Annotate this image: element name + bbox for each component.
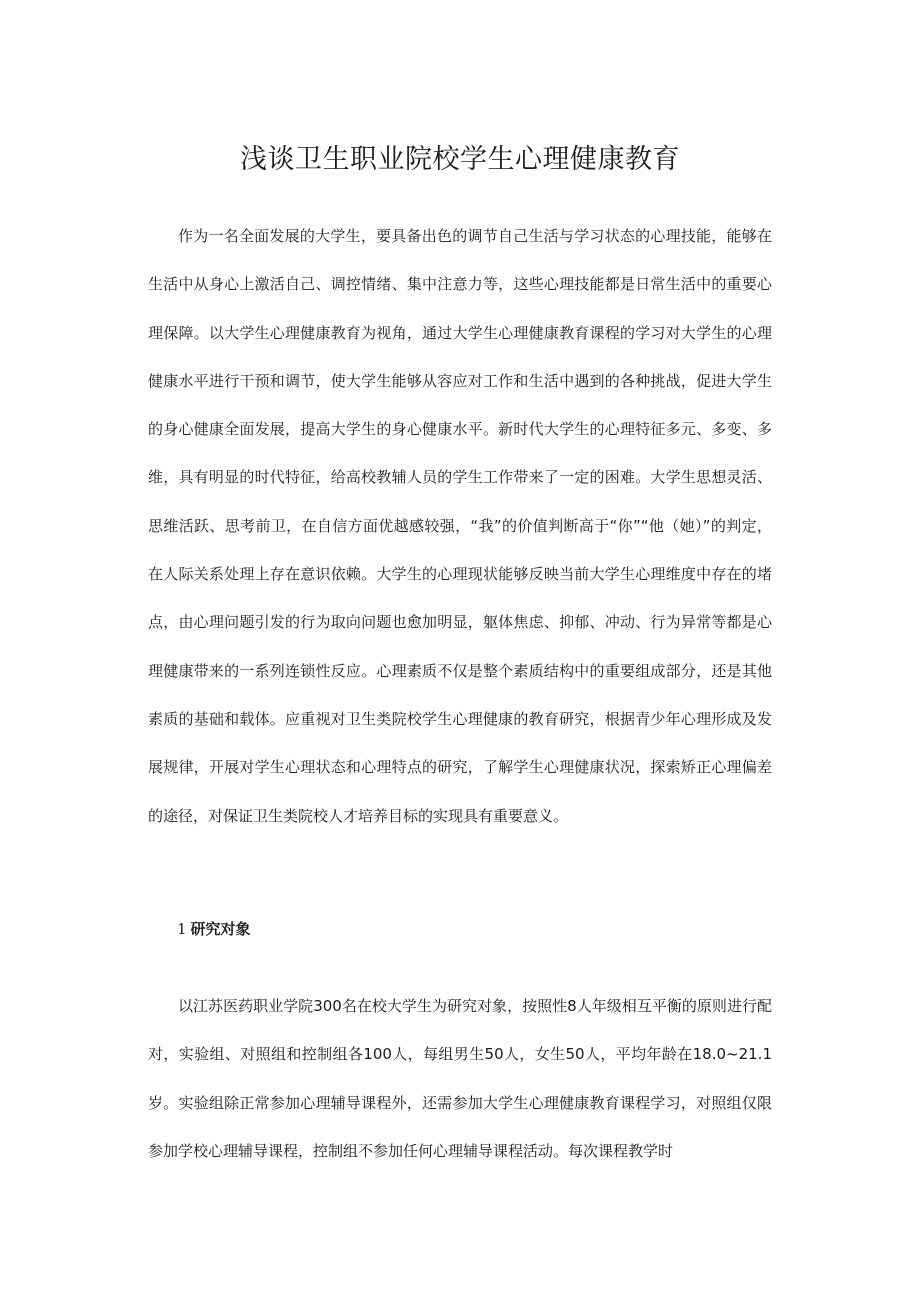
intro-paragraph: 作为一名全面发展的大学生，要具备出色的调节自己生活与学习状态的心理技能，能够在生活中从身心上激活自己、调控情绪、集中注意力等，这些心理技能都是日常生活中的重要心理保障。以大学生心理健康教育为视角，通过大学生心理健康教育课程的学习对大学生的心理健康水平进行干预和调节，使大学生能够从容应对工作和生活中遇到的各种挑战，促进大学生的身心健康全面发展，提高大学生的身心健康水平。新时代大学生的心理特征多元、多变、多维，具有明显的时代特征，给高校教辅人员的学生工作带来了一定的困难。大学生思想灵活、思维活跃、思考前卫，在自信方面优越感较强，“我”的价值判断高于“你”“他（她）”的判定，在人际关系处理上存在意识依赖。大学生的心理现状能够反映当前大学生心理维度中存在的堵点，由心理问题引发的行为取向问题也愈加明显，躯体焦虑、抑郁、冲动、行为异常等都是心理健康带来的一系列连锁性反应。心理素质不仅是整个素质结构中的重要组成部分，还是其他素质的基础和载体。应重视对卫生类院校学生心理健康的教育研究，根据青少年心理形成及发展规律，开展对学生心理状态和心理特点的研究，了解学生心理健康状况，探索矫正心理偏差的途径，对保证卫生类院校人才培养目标的实现具有重要意义。 (148, 227, 772, 825)
section-paragraph: 以江苏医药职业学院300名在校大学生为研究对象，按照性8人年级相互平衡的原则进行配对，实验组、对照组和控制组各100人，每组男生50人，女生50人，平均年龄在18.0~21.1岁。实验组除正常参加心理辅导课程外，还需参加大学生心理健康教育课程学习，对照组仅限参加学校心理辅导课程，控制组不参加任何心理辅导课程活动。每次课程教学时 (148, 997, 772, 1160)
section-heading (177, 914, 251, 944)
section-title: 研究对象 (190, 920, 251, 938)
section-number: 1 (177, 920, 187, 938)
document-title: 浅谈卫生职业院校学生心理健康教育 (240, 144, 680, 175)
